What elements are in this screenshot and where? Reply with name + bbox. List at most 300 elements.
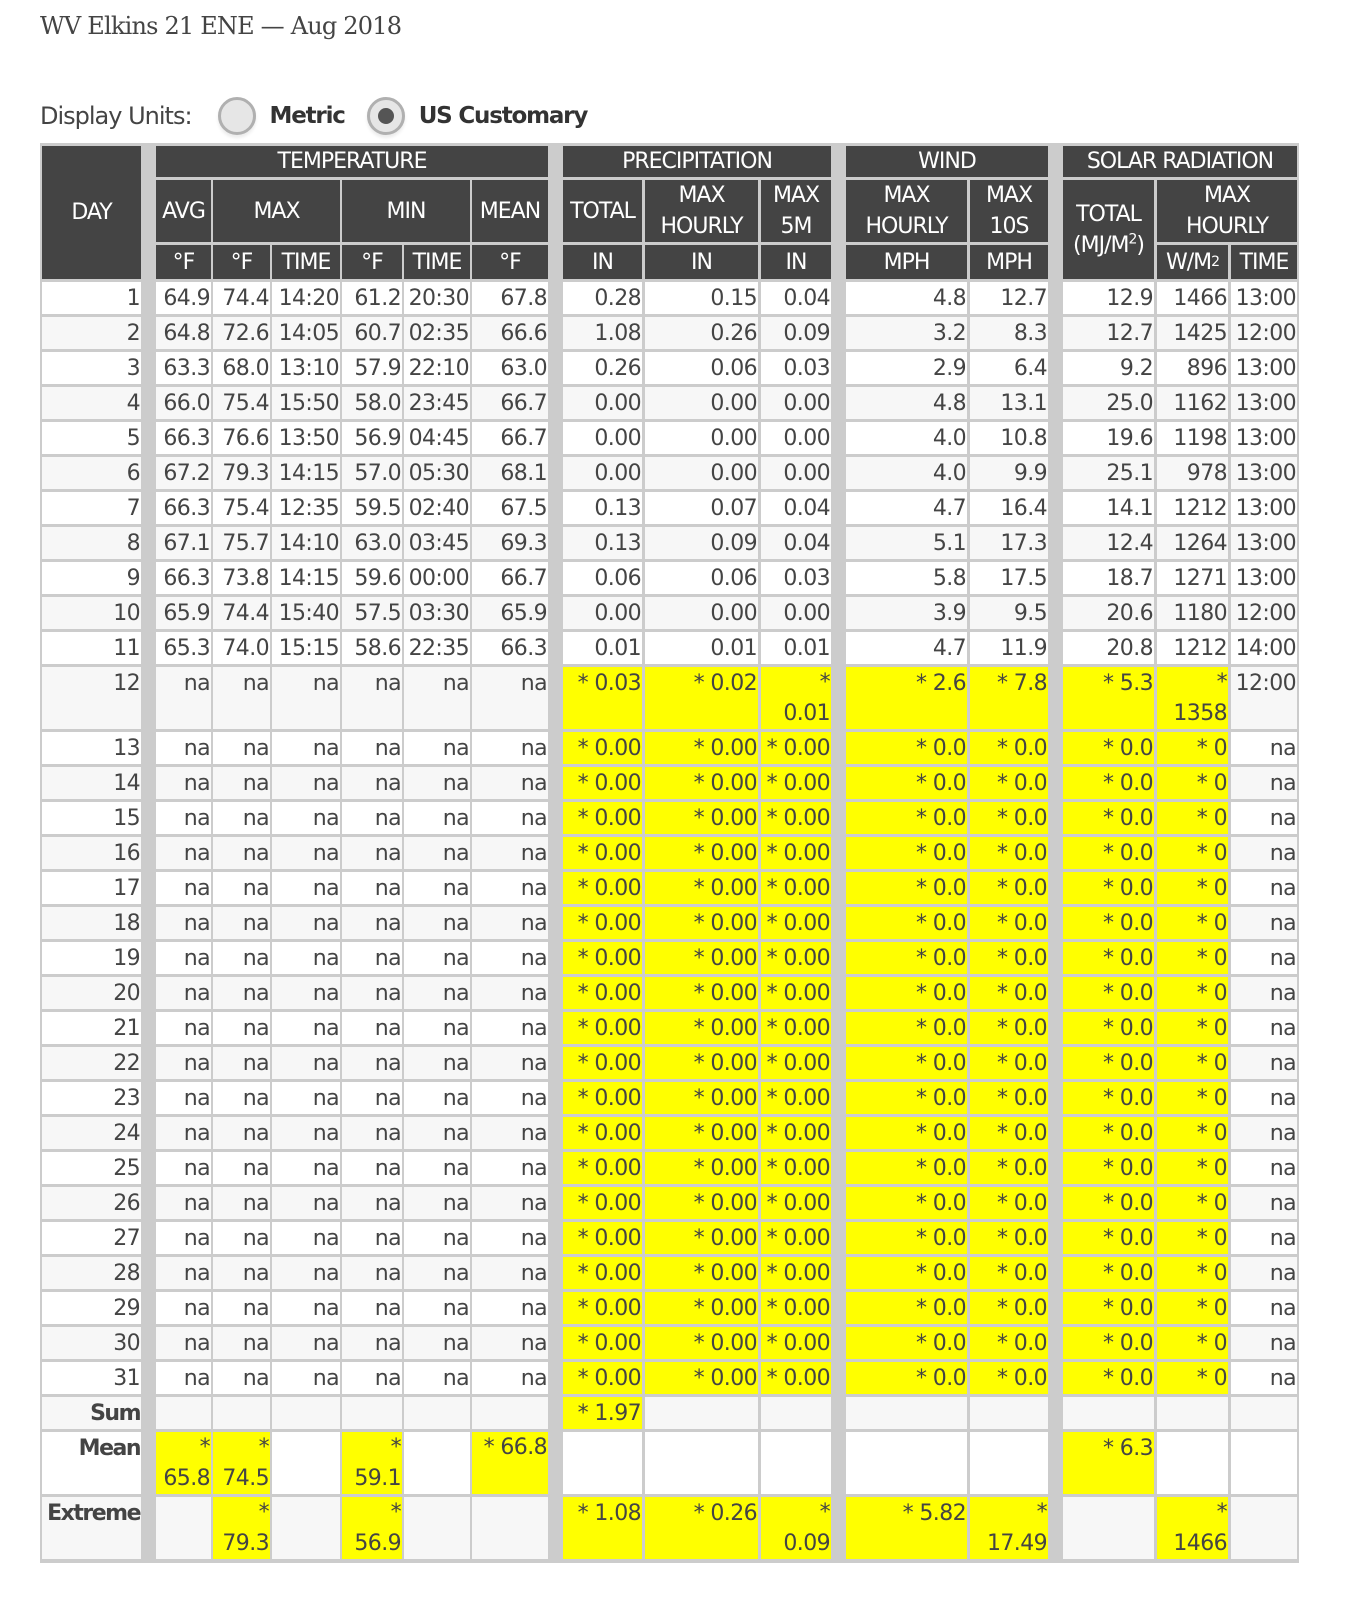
cell-min-time: 03:30 bbox=[404, 597, 470, 629]
cell-min-time: na bbox=[404, 1117, 470, 1149]
header-solar-total bbox=[1063, 180, 1154, 279]
estimate-value: 65.8 bbox=[163, 1466, 210, 1491]
header-precip-max-5m-line1: MAX bbox=[772, 183, 820, 208]
cell-s-time: na bbox=[1231, 977, 1297, 1009]
cell-max: na bbox=[213, 1292, 270, 1324]
cell-s-time: 14:00 bbox=[1231, 632, 1297, 664]
cell-s-total: * 0.0 bbox=[1063, 1292, 1154, 1324]
climate-data-table bbox=[40, 143, 1299, 1563]
cell-max-time: na bbox=[272, 802, 340, 834]
cell-min-time: na bbox=[404, 1082, 470, 1114]
header-solar-total-close: ) bbox=[1136, 232, 1144, 258]
cell-w-hourly: * 0.0 bbox=[846, 732, 967, 764]
cell-w-10s: * 0.0 bbox=[970, 1187, 1048, 1219]
cell-day: 30 bbox=[42, 1327, 141, 1359]
header-precipitation: PRECIPITATION bbox=[563, 146, 831, 177]
cell-s-time: 13:00 bbox=[1231, 282, 1297, 314]
cell-max: na bbox=[213, 1047, 270, 1079]
cell-s-total: 12.4 bbox=[1063, 527, 1154, 559]
cell-min-time: na bbox=[404, 837, 470, 869]
cell-min: na bbox=[342, 1222, 402, 1254]
cell-min-time: na bbox=[404, 1362, 470, 1394]
cell-min: na bbox=[342, 1047, 402, 1079]
cell-min-time: 04:45 bbox=[404, 422, 470, 454]
summary-min bbox=[342, 1432, 402, 1494]
header-wind-max-10s-line1: MAX bbox=[985, 183, 1033, 208]
cell-p-total: * 0.00 bbox=[563, 1362, 642, 1394]
header-wind-max-hourly-line2: HOURLY bbox=[865, 214, 948, 239]
cell-avg: na bbox=[156, 1012, 211, 1044]
cell-p-total: * 0.00 bbox=[563, 942, 642, 974]
unit-solar-wm2: W/M 2 bbox=[1157, 245, 1228, 279]
cell-avg: na bbox=[156, 977, 211, 1009]
cell-min-time: 20:30 bbox=[404, 282, 470, 314]
cell-min: na bbox=[342, 872, 402, 904]
unit-precip-total: IN bbox=[563, 245, 642, 279]
cell-mean: 66.3 bbox=[472, 632, 548, 664]
summary-w-10s bbox=[970, 1397, 1048, 1429]
cell-s-time: na bbox=[1231, 1082, 1297, 1114]
cell-mean: 66.7 bbox=[472, 387, 548, 419]
header-temperature: TEMPERATURE bbox=[156, 146, 548, 177]
cell-p-hourly: * 0.00 bbox=[645, 1152, 758, 1184]
cell-s-total: * 0.0 bbox=[1063, 1362, 1154, 1394]
cell-p-total: * 0.00 bbox=[563, 1152, 642, 1184]
cell-day: 5 bbox=[42, 422, 141, 454]
cell-avg: 66.0 bbox=[156, 387, 211, 419]
cell-mean: 66.7 bbox=[472, 562, 548, 594]
cell-p-total: 0.13 bbox=[563, 527, 642, 559]
cell-w-hourly: * 0.0 bbox=[846, 977, 967, 1009]
radio-selected-dot-icon bbox=[378, 108, 394, 124]
unit-wind-10s: MPH bbox=[970, 245, 1048, 279]
estimate-value: 1466 bbox=[1173, 1531, 1227, 1556]
cell-day: 13 bbox=[42, 732, 141, 764]
cell-p-total: * 0.00 bbox=[563, 872, 642, 904]
cell-mean: na bbox=[472, 942, 548, 974]
cell-s-time: na bbox=[1231, 1362, 1297, 1394]
cell-avg: 66.3 bbox=[156, 492, 211, 524]
cell-min-time: na bbox=[404, 1187, 470, 1219]
cell-max: na bbox=[213, 802, 270, 834]
cell-day: 10 bbox=[42, 597, 141, 629]
cell-max-time: 14:20 bbox=[272, 282, 340, 314]
header-solar-total-sup: 2 bbox=[1128, 231, 1137, 248]
cell-min: 58.0 bbox=[342, 387, 402, 419]
cell-s-time: na bbox=[1231, 1012, 1297, 1044]
cell-s-total: 25.1 bbox=[1063, 457, 1154, 489]
cell-mean: na bbox=[472, 1187, 548, 1219]
cell-min: na bbox=[342, 767, 402, 799]
summary-s-total bbox=[1063, 1497, 1154, 1559]
cell-s-total: * 0.0 bbox=[1063, 1117, 1154, 1149]
summary-mean: * 66.8 bbox=[472, 1432, 548, 1494]
cell-s-total: * 0.0 bbox=[1063, 1047, 1154, 1079]
cell-day: 21 bbox=[42, 1012, 141, 1044]
cell-s-total: 14.1 bbox=[1063, 492, 1154, 524]
cell-s-time: na bbox=[1231, 837, 1297, 869]
summary-s-total: * 6.3 bbox=[1063, 1432, 1154, 1494]
cell-s-time: na bbox=[1231, 732, 1297, 764]
cell-p-hourly: * 0.00 bbox=[645, 872, 758, 904]
cell-p-hourly: 0.15 bbox=[645, 282, 758, 314]
cell-min-time: 02:35 bbox=[404, 317, 470, 349]
cell-min-time: na bbox=[404, 1222, 470, 1254]
estimate-value: 0.01 bbox=[783, 701, 830, 726]
cell-max: 73.8 bbox=[213, 562, 270, 594]
cell-p-total: * 0.03 bbox=[563, 667, 642, 729]
cell-min: na bbox=[342, 1187, 402, 1219]
cell-day: 28 bbox=[42, 1257, 141, 1289]
cell-min: 57.9 bbox=[342, 352, 402, 384]
summary-mean bbox=[472, 1497, 548, 1559]
cell-avg: na bbox=[156, 1187, 211, 1219]
cell-max-time: 14:15 bbox=[272, 457, 340, 489]
cell-s-wm2: * 0 bbox=[1157, 1047, 1228, 1079]
cell-p-hourly: * 0.00 bbox=[645, 1047, 758, 1079]
cell-p-total: * 0.00 bbox=[563, 1187, 642, 1219]
cell-s-time: na bbox=[1231, 1187, 1297, 1219]
cell-w-10s: * 0.0 bbox=[970, 907, 1048, 939]
cell-p-5m: 0.00 bbox=[761, 422, 831, 454]
cell-max-time: na bbox=[272, 977, 340, 1009]
cell-s-wm2: 896 bbox=[1157, 352, 1228, 384]
us-customary-option-label[interactable]: US Customary bbox=[418, 103, 588, 129]
cell-min: na bbox=[342, 1362, 402, 1394]
cell-s-wm2: 1212 bbox=[1157, 492, 1228, 524]
cell-min: 56.9 bbox=[342, 422, 402, 454]
cell-s-total: * 0.0 bbox=[1063, 872, 1154, 904]
cell-w-10s: * 0.0 bbox=[970, 1362, 1048, 1394]
cell-mean: na bbox=[472, 1012, 548, 1044]
cell-p-hourly: 0.26 bbox=[645, 317, 758, 349]
cell-min-time: 02:40 bbox=[404, 492, 470, 524]
metric-option-label[interactable]: Metric bbox=[269, 103, 345, 129]
cell-s-time: 13:00 bbox=[1231, 527, 1297, 559]
cell-mean: 65.9 bbox=[472, 597, 548, 629]
cell-w-hourly: * 2.6 bbox=[846, 667, 967, 729]
header-solar-radiation: SOLAR RADIATION bbox=[1063, 146, 1297, 177]
cell-p-total: 0.06 bbox=[563, 562, 642, 594]
unit-avg: °F bbox=[156, 245, 211, 279]
cell-max: na bbox=[213, 1222, 270, 1254]
cell-p-hourly: * 0.00 bbox=[645, 1362, 758, 1394]
cell-s-total: 18.7 bbox=[1063, 562, 1154, 594]
cell-avg: na bbox=[156, 1152, 211, 1184]
cell-s-wm2: * 0 bbox=[1157, 1117, 1228, 1149]
cell-p-5m: * 0.00 bbox=[761, 837, 831, 869]
cell-w-hourly: 3.2 bbox=[846, 317, 967, 349]
estimate-marker: * bbox=[1216, 1500, 1227, 1525]
cell-avg: na bbox=[156, 767, 211, 799]
cell-s-total: * 0.0 bbox=[1063, 1327, 1154, 1359]
cell-max-time: na bbox=[272, 837, 340, 869]
cell-s-total: * 0.0 bbox=[1063, 907, 1154, 939]
cell-p-5m: * 0.00 bbox=[761, 872, 831, 904]
display-units-selector bbox=[40, 94, 609, 138]
estimate-marker: * bbox=[1036, 1500, 1047, 1525]
cell-s-wm2: * 0 bbox=[1157, 872, 1228, 904]
cell-w-10s: 8.3 bbox=[970, 317, 1048, 349]
cell-avg: 64.9 bbox=[156, 282, 211, 314]
cell-mean: 66.7 bbox=[472, 422, 548, 454]
cell-max-time: na bbox=[272, 1257, 340, 1289]
cell-s-time: na bbox=[1231, 872, 1297, 904]
cell-w-10s: * 0.0 bbox=[970, 1117, 1048, 1149]
cell-avg: na bbox=[156, 1047, 211, 1079]
cell-p-hourly: * 0.00 bbox=[645, 907, 758, 939]
cell-min: 57.5 bbox=[342, 597, 402, 629]
cell-day: 25 bbox=[42, 1152, 141, 1184]
header-solar-total-unit: (MJ/M bbox=[1073, 232, 1129, 258]
cell-s-wm2: 1212 bbox=[1157, 632, 1228, 664]
cell-p-5m: 0.00 bbox=[761, 457, 831, 489]
cell-p-hourly: * 0.00 bbox=[645, 837, 758, 869]
cell-max-time: 13:10 bbox=[272, 352, 340, 384]
cell-w-hourly: 4.8 bbox=[846, 387, 967, 419]
cell-w-hourly: * 0.0 bbox=[846, 1292, 967, 1324]
cell-max: 72.6 bbox=[213, 317, 270, 349]
summary-w-10s bbox=[970, 1432, 1048, 1494]
cell-s-wm2: 1264 bbox=[1157, 527, 1228, 559]
cell-w-10s: * 0.0 bbox=[970, 1327, 1048, 1359]
header-avg: AVG bbox=[156, 180, 211, 242]
cell-p-total: 0.00 bbox=[563, 457, 642, 489]
summary-max-time bbox=[272, 1497, 340, 1559]
cell-p-hourly: * 0.00 bbox=[645, 1292, 758, 1324]
cell-w-10s: * 0.0 bbox=[970, 942, 1048, 974]
cell-s-time: na bbox=[1231, 1292, 1297, 1324]
summary-p-hourly: * 0.26 bbox=[645, 1497, 758, 1559]
cell-day: 29 bbox=[42, 1292, 141, 1324]
cell-day: 7 bbox=[42, 492, 141, 524]
cell-w-hourly: 4.0 bbox=[846, 457, 967, 489]
estimate-marker: * bbox=[819, 670, 830, 695]
cell-s-total: 9.2 bbox=[1063, 352, 1154, 384]
cell-min: 60.7 bbox=[342, 317, 402, 349]
cell-min: na bbox=[342, 1257, 402, 1289]
cell-w-hourly: * 0.0 bbox=[846, 1222, 967, 1254]
summary-s-total bbox=[1063, 1397, 1154, 1429]
cell-min: na bbox=[342, 1152, 402, 1184]
cell-w-hourly: 4.8 bbox=[846, 282, 967, 314]
cell-max: 75.4 bbox=[213, 387, 270, 419]
cell-max-time: 14:05 bbox=[272, 317, 340, 349]
cell-p-hourly: 0.06 bbox=[645, 562, 758, 594]
cell-p-5m: 0.09 bbox=[761, 317, 831, 349]
summary-max bbox=[213, 1432, 270, 1494]
cell-max: 74.4 bbox=[213, 597, 270, 629]
cell-s-wm2 bbox=[1157, 667, 1228, 729]
estimate-marker: * bbox=[258, 1500, 269, 1525]
header-precip-max-5m-line2: 5M bbox=[780, 214, 812, 239]
cell-min: na bbox=[342, 942, 402, 974]
cell-s-total: * 0.0 bbox=[1063, 837, 1154, 869]
cell-max-time: na bbox=[272, 1047, 340, 1079]
cell-day: 19 bbox=[42, 942, 141, 974]
header-wind-max-hourly bbox=[846, 180, 967, 242]
summary-label: Sum bbox=[42, 1397, 141, 1429]
cell-min: 63.0 bbox=[342, 527, 402, 559]
cell-p-total: 0.26 bbox=[563, 352, 642, 384]
cell-mean: na bbox=[472, 767, 548, 799]
cell-w-hourly: * 0.0 bbox=[846, 802, 967, 834]
cell-day: 3 bbox=[42, 352, 141, 384]
cell-min-time: na bbox=[404, 1257, 470, 1289]
cell-min: na bbox=[342, 732, 402, 764]
cell-max: na bbox=[213, 1012, 270, 1044]
header-solar-max-hourly bbox=[1157, 180, 1297, 242]
cell-s-time: na bbox=[1231, 1257, 1297, 1289]
cell-w-hourly: * 0.0 bbox=[846, 907, 967, 939]
cell-max-time: na bbox=[272, 1012, 340, 1044]
cell-max-time: 14:10 bbox=[272, 527, 340, 559]
summary-w-10s bbox=[970, 1497, 1048, 1559]
cell-avg: 67.1 bbox=[156, 527, 211, 559]
cell-s-time: 13:00 bbox=[1231, 562, 1297, 594]
estimate-marker: * bbox=[199, 1435, 210, 1460]
cell-s-wm2: 1271 bbox=[1157, 562, 1228, 594]
cell-p-hourly: * 0.02 bbox=[645, 667, 758, 729]
cell-max: 79.3 bbox=[213, 457, 270, 489]
cell-w-10s: * 0.0 bbox=[970, 802, 1048, 834]
cell-p-hourly: * 0.00 bbox=[645, 942, 758, 974]
cell-s-time: na bbox=[1231, 802, 1297, 834]
cell-avg: na bbox=[156, 1327, 211, 1359]
cell-day: 17 bbox=[42, 872, 141, 904]
summary-min-time bbox=[404, 1497, 470, 1559]
cell-s-wm2: * 0 bbox=[1157, 1257, 1228, 1289]
header-precip-max-5m bbox=[761, 180, 831, 242]
cell-s-wm2: * 0 bbox=[1157, 1082, 1228, 1114]
cell-w-10s: * 0.0 bbox=[970, 977, 1048, 1009]
header-solar-max-hourly-line1: MAX bbox=[1203, 183, 1251, 208]
cell-day: 18 bbox=[42, 907, 141, 939]
cell-max: 74.0 bbox=[213, 632, 270, 664]
cell-p-5m: * 0.00 bbox=[761, 1047, 831, 1079]
cell-w-hourly: * 0.0 bbox=[846, 1327, 967, 1359]
cell-avg: 65.3 bbox=[156, 632, 211, 664]
cell-s-wm2: * 0 bbox=[1157, 977, 1228, 1009]
summary-min-time bbox=[404, 1432, 470, 1494]
cell-day: 8 bbox=[42, 527, 141, 559]
cell-w-hourly: * 0.0 bbox=[846, 1362, 967, 1394]
cell-day: 16 bbox=[42, 837, 141, 869]
cell-s-wm2: * 0 bbox=[1157, 1012, 1228, 1044]
cell-s-time: na bbox=[1231, 1327, 1297, 1359]
cell-w-10s: 13.1 bbox=[970, 387, 1048, 419]
cell-s-time: 12:00 bbox=[1231, 317, 1297, 349]
cell-w-10s: 11.9 bbox=[970, 632, 1048, 664]
cell-max: na bbox=[213, 837, 270, 869]
cell-avg: na bbox=[156, 1082, 211, 1114]
header-precip-max-hourly-line2: HOURLY bbox=[660, 214, 743, 239]
cell-s-wm2: * 0 bbox=[1157, 732, 1228, 764]
cell-max-time: na bbox=[272, 767, 340, 799]
us-customary-radio[interactable] bbox=[367, 97, 405, 135]
cell-p-total: 0.00 bbox=[563, 597, 642, 629]
cell-day: 22 bbox=[42, 1047, 141, 1079]
header-day: DAY bbox=[42, 146, 141, 279]
unit-mean: °F bbox=[472, 245, 548, 279]
cell-mean: 67.5 bbox=[472, 492, 548, 524]
unit-max-f: °F bbox=[213, 245, 270, 279]
summary-w-hourly bbox=[846, 1432, 967, 1494]
cell-s-wm2: * 0 bbox=[1157, 1327, 1228, 1359]
unit-solar-wm2-text: W/M bbox=[1165, 249, 1212, 275]
summary-s-wm2 bbox=[1157, 1497, 1228, 1559]
cell-p-hourly: * 0.00 bbox=[645, 1117, 758, 1149]
cell-avg: na bbox=[156, 907, 211, 939]
header-wind: WIND bbox=[846, 146, 1048, 177]
cell-max-time: 12:35 bbox=[272, 492, 340, 524]
cell-s-wm2: 1425 bbox=[1157, 317, 1228, 349]
estimate-marker: * bbox=[258, 1435, 269, 1460]
cell-max-time: na bbox=[272, 1117, 340, 1149]
cell-min: na bbox=[342, 667, 402, 729]
header-precip-max-hourly bbox=[645, 180, 758, 242]
cell-min: na bbox=[342, 1082, 402, 1114]
metric-radio[interactable] bbox=[218, 97, 256, 135]
cell-p-total: * 0.00 bbox=[563, 1082, 642, 1114]
cell-p-hourly: * 0.00 bbox=[645, 1012, 758, 1044]
cell-mean: na bbox=[472, 1117, 548, 1149]
cell-p-total: * 0.00 bbox=[563, 802, 642, 834]
cell-min: na bbox=[342, 1012, 402, 1044]
summary-s-time bbox=[1231, 1497, 1297, 1559]
cell-w-10s: * 0.0 bbox=[970, 767, 1048, 799]
cell-p-hourly: * 0.00 bbox=[645, 1222, 758, 1254]
cell-p-total: 1.08 bbox=[563, 317, 642, 349]
cell-avg: na bbox=[156, 837, 211, 869]
cell-s-total: * 0.0 bbox=[1063, 802, 1154, 834]
cell-p-5m: * 0.00 bbox=[761, 1012, 831, 1044]
cell-s-time: 12:00 bbox=[1231, 597, 1297, 629]
cell-min-time: na bbox=[404, 802, 470, 834]
cell-min: na bbox=[342, 1292, 402, 1324]
cell-s-total: 25.0 bbox=[1063, 387, 1154, 419]
estimate-value: 56.9 bbox=[354, 1531, 401, 1556]
cell-p-total: * 0.00 bbox=[563, 1327, 642, 1359]
cell-p-total: 0.01 bbox=[563, 632, 642, 664]
summary-w-hourly: * 5.82 bbox=[846, 1497, 967, 1559]
cell-p-5m: * 0.00 bbox=[761, 1292, 831, 1324]
unit-precip-5m: IN bbox=[761, 245, 831, 279]
cell-w-10s: 12.7 bbox=[970, 282, 1048, 314]
cell-day: 1 bbox=[42, 282, 141, 314]
summary-avg bbox=[156, 1497, 211, 1559]
cell-s-wm2: * 0 bbox=[1157, 942, 1228, 974]
cell-w-hourly: 5.8 bbox=[846, 562, 967, 594]
cell-p-total: * 0.00 bbox=[563, 732, 642, 764]
cell-s-time: 13:00 bbox=[1231, 457, 1297, 489]
cell-w-10s: * 0.0 bbox=[970, 1012, 1048, 1044]
cell-w-10s: 9.9 bbox=[970, 457, 1048, 489]
cell-w-hourly: * 0.0 bbox=[846, 837, 967, 869]
cell-max: 75.4 bbox=[213, 492, 270, 524]
cell-max-time: na bbox=[272, 1327, 340, 1359]
cell-avg: na bbox=[156, 1257, 211, 1289]
estimate-value: 1358 bbox=[1173, 701, 1227, 726]
cell-w-hourly: * 0.0 bbox=[846, 1187, 967, 1219]
cell-w-10s: 17.3 bbox=[970, 527, 1048, 559]
cell-min-time: na bbox=[404, 767, 470, 799]
cell-min: na bbox=[342, 907, 402, 939]
cell-w-10s: * 0.0 bbox=[970, 872, 1048, 904]
cell-p-5m: * 0.00 bbox=[761, 1082, 831, 1114]
cell-p-5m: 0.03 bbox=[761, 562, 831, 594]
cell-p-hourly: 0.06 bbox=[645, 352, 758, 384]
